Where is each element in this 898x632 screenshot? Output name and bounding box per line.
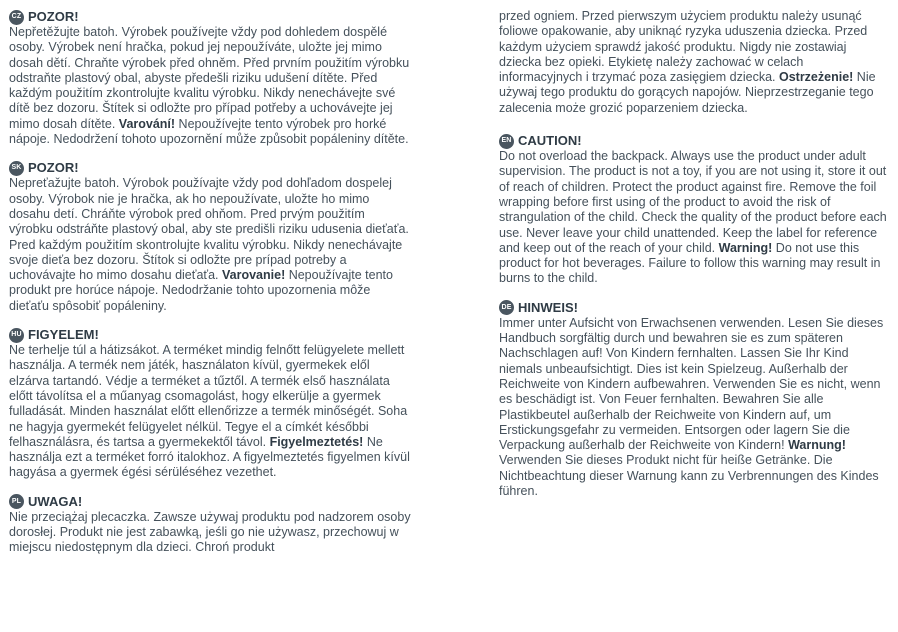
section-title-pl: UWAGA!	[28, 493, 83, 509]
section-pl	[9, 494, 411, 556]
sk-language-badge-icon: SK	[9, 161, 24, 176]
warning-label-cz: Varování!	[118, 116, 176, 131]
section-heading-hu	[9, 327, 411, 343]
pl-language-badge-icon: PL	[9, 494, 24, 509]
section-heading-sk	[9, 160, 411, 176]
section-body-cz: Nepřetěžujte batoh. Výrobek používejte vždy pod dohledem dospělé osoby. Výrobek není hračka, pokud jej nepoužíváte, uložte jej mimo dosah dětí. Chraňte výrobek před ohněm. Před prvním použitím výrobku odstraňte plastový obal, abyste předešli riziku udušení dítěte. Před každým použitím zkontrolujte kvalitu výrobku. Nikdy nenechávejte své dítě bez dozoru. Štítek si odložte pro případ potřeby a uchovávejte jej mimo dosah dítěte.	[9, 25, 410, 131]
section-cz	[9, 9, 411, 147]
section-body-en: Do not overload the backpack. Always use the product under adult supervision. The product is not a toy, if you are not using it, store it out of reach of children. Protect the product against fire. Remove the foil wrapping before first using of the product to avoid the risk of strangulation of the child. Check the quality of the product before each use. Never leave your child unattended. Keep the label for reference and keep out of the reach of your child.	[499, 149, 887, 255]
section-hu	[9, 327, 411, 481]
left-column	[9, 9, 411, 569]
section-heading-pl	[9, 494, 411, 510]
cz-language-badge-icon: CZ	[9, 10, 24, 25]
warning-text-hu: Ne használja ezt a terméket forró italokhoz. A figyelmeztetés figyelmen kívül hagyása a gyermek égési sérüléséhez vezethet.	[9, 434, 410, 480]
section-body-sk: Nepreťažujte batoh. Výrobok používajte vždy pod dohľadom dospelej osoby. Výrobok nie je hračka, ak ho nepoužívate, uložte ho mimo dosahu detí. Chráňte výrobok pred ohňom. Pred prvým použitím výrobku odstráňte plastový obal, aby ste predišli riziku udusenia dieťaťa. Pred každým použitím skontrolujte kvalitu výrobku. Nikdy nenechávajte svoje dieťa bez dozoru. Štítok si odložte pre prípad potreby a uchovávajte ho mimo dosahu dieťaťa.	[9, 176, 409, 283]
warning-text-pl: Nie używaj tego produktu do gorących napojów. Nieprzestrzeganie tego zalecenia może grozić poparzeniem dziecka.	[499, 70, 876, 115]
section-body-de: Immer unter Aufsicht von Erwachsenen verwenden. Lesen Sie dieses Handbuch sorgfältig durch und bewahren sie es zum späteren Nachschlagen auf! Von Kindern fernhalten. Lassen Sie Ihr Kind niemals unbeaufsichtigt. Dies ist kein Spielzeug. Außerhalb der Reichweite von Kindern aufbewahren. Verwenden Sie es nicht, wenn es beschädigt ist. Von Feuer fernhalten. Bewahren Sie alle Plastikbeutel außerhalb der Reichweite von Kindern auf, um Erstickungsgefahr zu vermeiden. Entsorgen oder lagern Sie die Verpackung außerhalb der Reichweite von Kindern!	[499, 315, 884, 453]
warning-text-en: Do not use this product for hot beverages. Failure to follow this warning may result in burns to the child.	[499, 240, 881, 286]
section-title-hu: FIGYELEM!	[28, 327, 99, 343]
en-language-badge-icon: EN	[499, 134, 514, 149]
right-column	[499, 9, 889, 512]
de-language-badge-icon: DE	[499, 300, 514, 315]
section-title-sk: POZOR!	[28, 160, 79, 176]
section-heading-cz	[9, 9, 411, 25]
section-title-en: CAUTION!	[518, 133, 582, 149]
warning-label-en: Warning!	[718, 240, 773, 255]
warning-label-hu: Figyelmeztetés!	[269, 434, 364, 449]
warning-label-pl: Ostrzeżenie!	[778, 70, 854, 85]
section-body-hu: Ne terhelje túl a hátizsákot. A terméket mindig felnőtt felügyelete mellett használja. A termék nem játék, használaton kívül, gyermekek elől elzárva tartandó. Védje a terméket a tűztől. A termék első használata előtt távolítsa el a műanyag csomagolást, hogy elkerülje a gyermek fulladását. Minden használat előtt ellenőrizze a termék minőségét. Soha ne hagyja gyermekét felügyelet nélkül. Tegye el a címkét későbbi felhasználásra, és tartsa a gyermekektől távol.	[9, 343, 408, 449]
warning-text-sk: Nepoužívajte tento produkt pre horúce nápoje. Nedodržanie tohto upozornenia môže dieťaťu spôsobiť popáleniny.	[9, 268, 393, 313]
section-text-pl-continued	[499, 9, 889, 116]
section-de	[499, 300, 889, 500]
section-title-de: HINWEIS!	[518, 299, 578, 315]
warning-label-de: Warnung!	[788, 438, 846, 453]
section-heading-de	[499, 300, 889, 316]
section-text-sk	[9, 176, 411, 314]
section-body-pl: Nie przeciążaj plecaczka. Zawsze używaj produktu pod nadzorem osoby dorosłej. Produkt nie jest zabawką, jeśli go nie używasz, przechowuj w miejscu niedostępnym dla dzieci. Chroń produkt	[9, 509, 411, 555]
section-text-en	[499, 149, 889, 287]
section-title-cz: POZOR!	[28, 9, 79, 24]
section-sk	[9, 160, 411, 314]
section-text-cz	[9, 25, 411, 147]
warning-text-cz: Nepoužívejte tento výrobek pro horké nápoje. Nedodržení tohoto upozornění může způsobit popáleniny dítěte.	[9, 116, 409, 147]
section-heading-en	[499, 133, 889, 149]
section-en	[499, 133, 889, 287]
hu-language-badge-icon: HU	[9, 328, 24, 343]
section-pl-continued	[499, 9, 889, 116]
warning-text-de: Verwenden Sie dieses Produkt nicht für heiße Getränke. Die Nichtbeachtung dieser Warnung kann zu Verbrennungen des Kindes führen.	[499, 453, 879, 499]
section-text-de	[499, 316, 889, 500]
section-body-pl-continued: przed ogniem. Przed pierwszym użyciem produktu należy usunąć foliowe opakowanie, aby uniknąć ryzyka uduszenia dziecka. Przed każdym użyciem sprawdź jakość produktu. Nigdy nie zostawiaj dziecka bez opieki. Etykietę należy zachować w celach informacyjnych i trzymać poza zasięgiem dziecka.	[499, 9, 868, 85]
section-text-hu	[9, 343, 411, 481]
warning-label-sk: Varovanie!	[222, 268, 286, 283]
